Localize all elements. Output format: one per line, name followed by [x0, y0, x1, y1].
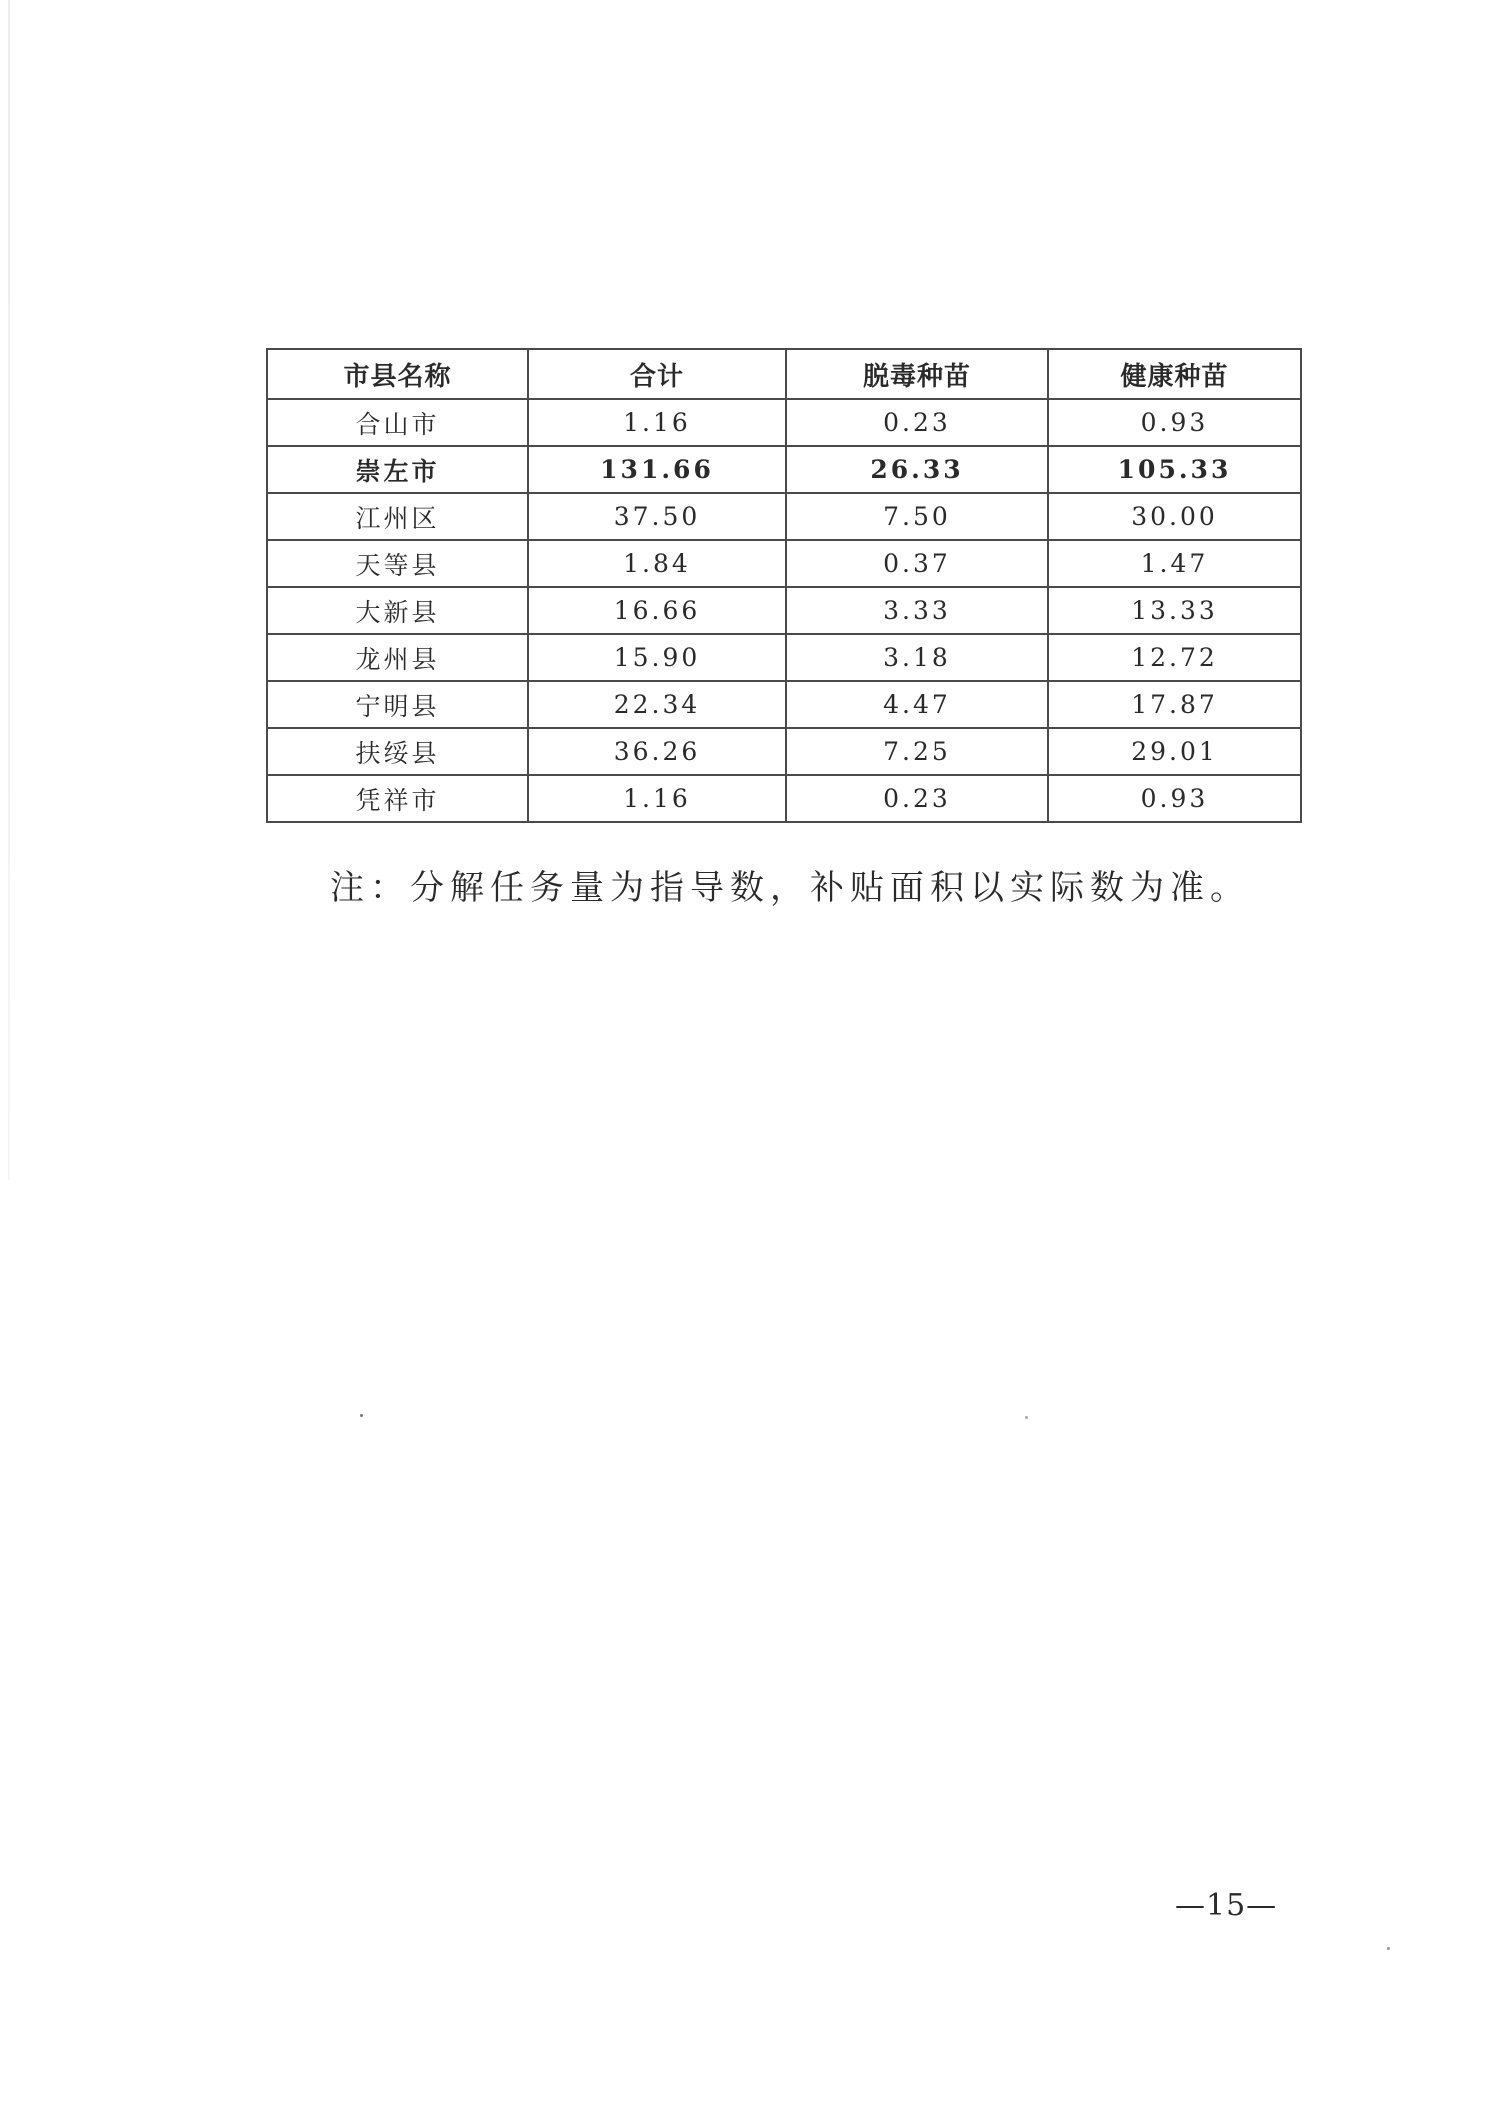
cell-healthy: 30.00	[1048, 493, 1301, 540]
cell-virus-free: 26.33	[786, 446, 1048, 493]
cell-region-name: 龙州县	[267, 634, 528, 681]
cell-healthy: 29.01	[1048, 728, 1301, 775]
cell-total: 22.34	[528, 681, 786, 728]
table-row	[267, 681, 1301, 728]
scan-page-edge	[8, 0, 10, 1180]
table-row	[267, 493, 1301, 540]
table-row	[267, 587, 1301, 634]
header-virus-free-seedlings: 脱毒种苗	[786, 349, 1048, 399]
cell-healthy: 12.72	[1048, 634, 1301, 681]
table-row	[267, 775, 1301, 822]
table-row	[267, 634, 1301, 681]
cell-virus-free: 0.23	[786, 775, 1048, 822]
cell-total: 37.50	[528, 493, 786, 540]
cell-total: 131.66	[528, 446, 786, 493]
cell-healthy: 13.33	[1048, 587, 1301, 634]
cell-virus-free: 4.47	[786, 681, 1048, 728]
scan-speck	[1387, 1947, 1390, 1950]
table-body	[267, 399, 1301, 822]
cell-region-name: 大新县	[267, 587, 528, 634]
scan-speck	[1025, 1416, 1028, 1419]
cell-region-name: 凭祥市	[267, 775, 528, 822]
cell-total: 36.26	[528, 728, 786, 775]
cell-region-name: 合山市	[267, 399, 528, 446]
cell-region-name: 江州区	[267, 493, 528, 540]
cell-total: 1.16	[528, 399, 786, 446]
cell-healthy: 0.93	[1048, 399, 1301, 446]
cell-virus-free: 3.18	[786, 634, 1048, 681]
page-number: —15—	[1175, 1888, 1278, 1923]
cell-region-name: 崇左市	[267, 446, 528, 493]
cell-total: 15.90	[528, 634, 786, 681]
cell-region-name: 宁明县	[267, 681, 528, 728]
cell-healthy: 105.33	[1048, 446, 1301, 493]
cell-healthy: 17.87	[1048, 681, 1301, 728]
cell-region-name: 扶绥县	[267, 728, 528, 775]
allocation-table	[266, 348, 1302, 823]
cell-healthy: 0.93	[1048, 775, 1301, 822]
table-header-row	[267, 349, 1301, 399]
header-region-name: 市县名称	[267, 349, 528, 399]
cell-healthy: 1.47	[1048, 540, 1301, 587]
cell-virus-free: 7.25	[786, 728, 1048, 775]
header-total: 合计	[528, 349, 786, 399]
cell-region-name: 天等县	[267, 540, 528, 587]
table-note: 注：分解任务量为指导数，补贴面积以实际数为准。	[330, 868, 1250, 908]
cell-virus-free: 7.50	[786, 493, 1048, 540]
cell-virus-free: 3.33	[786, 587, 1048, 634]
header-healthy-seedlings: 健康种苗	[1048, 349, 1301, 399]
table-row	[267, 540, 1301, 587]
cell-total: 1.16	[528, 775, 786, 822]
cell-total: 16.66	[528, 587, 786, 634]
cell-total: 1.84	[528, 540, 786, 587]
table-row	[267, 728, 1301, 775]
cell-virus-free: 0.37	[786, 540, 1048, 587]
table-row	[267, 399, 1301, 446]
cell-virus-free: 0.23	[786, 399, 1048, 446]
table-row	[267, 446, 1301, 493]
scan-speck	[360, 1414, 363, 1417]
